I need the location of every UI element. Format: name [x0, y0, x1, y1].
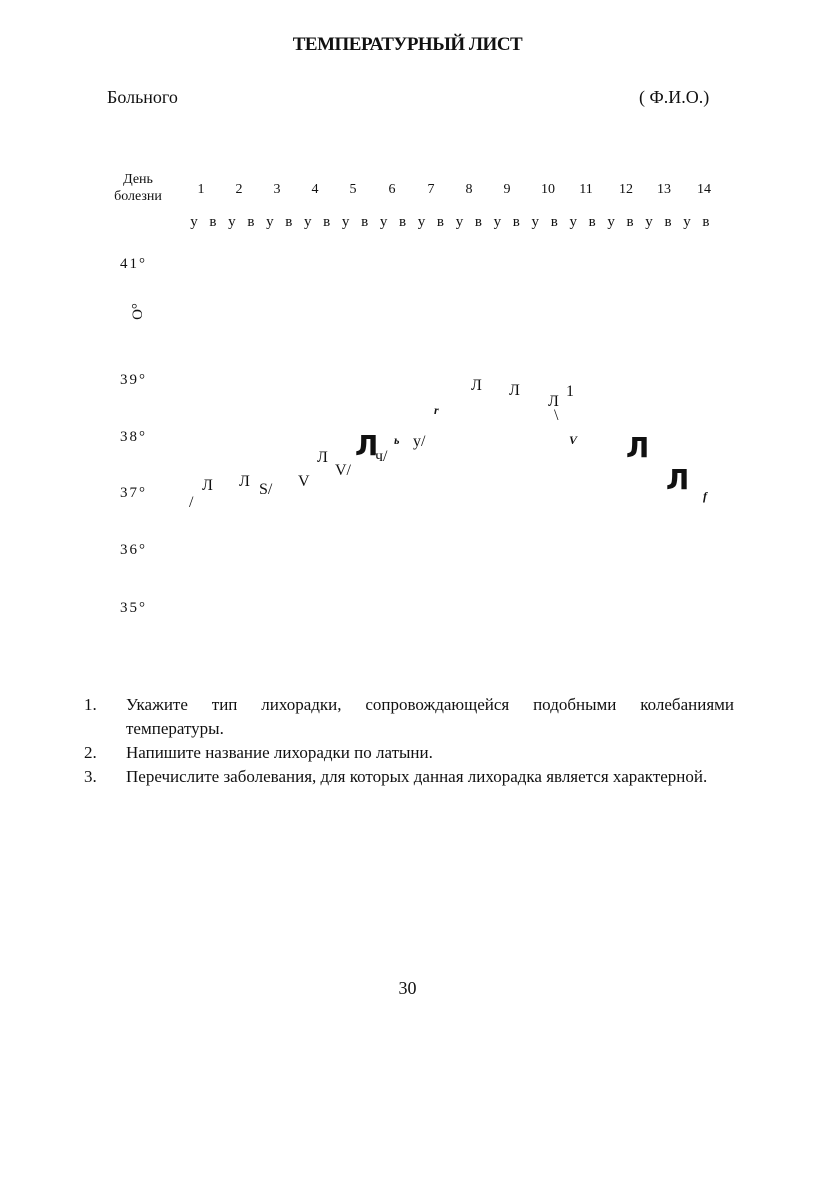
morning-label: у	[304, 214, 312, 230]
question-list	[84, 693, 734, 789]
curve-mark: Л	[509, 382, 520, 399]
curve-mark: 1	[566, 383, 574, 400]
morning-label: у	[266, 214, 274, 230]
day-number: 6	[388, 182, 396, 197]
question-number: 2.	[84, 743, 97, 762]
day-number: 8	[465, 182, 473, 197]
temperature-label: 38°	[120, 429, 147, 445]
curve-mark: V	[569, 433, 578, 447]
temperature-label: 37°	[120, 485, 147, 501]
evening-label: в	[588, 214, 596, 230]
morning-label: у	[607, 214, 615, 230]
page-title: ТЕМПЕРАТУРНЫЙ ЛИСТ	[292, 34, 523, 55]
morning-label: у	[683, 214, 691, 230]
curve-mark: Л	[666, 463, 690, 496]
evening-label: в	[209, 214, 217, 230]
day-number: 1	[197, 182, 205, 197]
evening-label: в	[664, 214, 672, 230]
day-number: 2	[235, 182, 243, 197]
curve-mark: ч/	[375, 448, 388, 465]
question-text: Перечислите заболевания, для которых данная лихорадка является характерной.	[126, 767, 708, 786]
temperature-label: 36°	[120, 542, 147, 558]
question-text: Напишите название лихорадки по латыни.	[126, 743, 433, 762]
curve-mark: Л	[548, 393, 559, 410]
question-number: 1.	[84, 695, 97, 714]
morning-label: у	[341, 214, 350, 230]
question-text: Укажите тип лихорадки, сопровождающейся подобными колебаниями температуры.	[126, 695, 734, 738]
morning-label: у	[228, 214, 236, 230]
question-item	[84, 693, 734, 741]
evening-label: в	[323, 214, 331, 230]
curve-mark: S/	[259, 481, 273, 498]
day-number: 13	[657, 182, 671, 197]
curve-mark: Л	[202, 477, 213, 494]
day-number: 14	[697, 182, 711, 197]
day-number: 10	[541, 182, 555, 197]
temperature-label: 39°	[120, 372, 147, 388]
temperature-label: 35°	[120, 600, 147, 616]
question-item	[84, 741, 734, 765]
morning-label: у	[417, 214, 426, 230]
morning-label: у	[645, 214, 653, 230]
curve-mark: у/	[413, 433, 426, 450]
curve-mark: /	[189, 494, 194, 511]
morning-label: у	[190, 214, 198, 230]
day-number: 4	[311, 182, 319, 197]
curve-mark: Л	[471, 377, 482, 394]
question-number: 3.	[84, 767, 97, 786]
patient-label: Больного	[107, 87, 178, 107]
evening-label: в	[285, 214, 293, 230]
evening-label: в	[247, 214, 255, 230]
evening-label: в	[436, 214, 445, 230]
morning-label: у	[455, 214, 464, 230]
page-number: 30	[398, 978, 417, 998]
day-number: 3	[273, 182, 281, 197]
evening-label: в	[361, 214, 369, 230]
evening-label: в	[626, 214, 634, 230]
curve-mark: ь	[394, 433, 400, 447]
day-number: 5	[349, 182, 357, 197]
morning-label: у	[569, 214, 577, 230]
day-number: 9	[503, 182, 511, 197]
morning-label: у	[493, 214, 502, 230]
evening-label: в	[702, 214, 710, 230]
question-item	[84, 765, 734, 789]
day-number: 12	[619, 182, 633, 197]
evening-label: в	[399, 214, 407, 230]
patient-name-placeholder: ( Ф.И.О.)	[639, 87, 710, 107]
curve-mark: Л	[355, 429, 379, 462]
temperature-label: 41°	[120, 256, 147, 272]
morning-label: у	[379, 214, 388, 230]
curve-mark: Л	[239, 473, 250, 490]
curve-mark: r	[434, 403, 439, 417]
curve-mark: Л	[626, 431, 650, 464]
curve-mark: Л	[317, 449, 328, 466]
day-number: 11	[579, 182, 593, 197]
day-number: 7	[427, 182, 435, 197]
curve-mark: V	[298, 473, 310, 490]
axis-glyph: O°	[129, 303, 146, 320]
curve-mark: V/	[335, 462, 351, 479]
morning-label: у	[531, 214, 540, 230]
curve-mark: f	[703, 489, 707, 503]
day-of-illness-caption: День болезни	[114, 172, 162, 204]
curve-mark: \	[554, 407, 559, 424]
evening-label: в	[550, 214, 558, 230]
evening-label: в	[512, 214, 520, 230]
evening-label: в	[474, 214, 482, 230]
